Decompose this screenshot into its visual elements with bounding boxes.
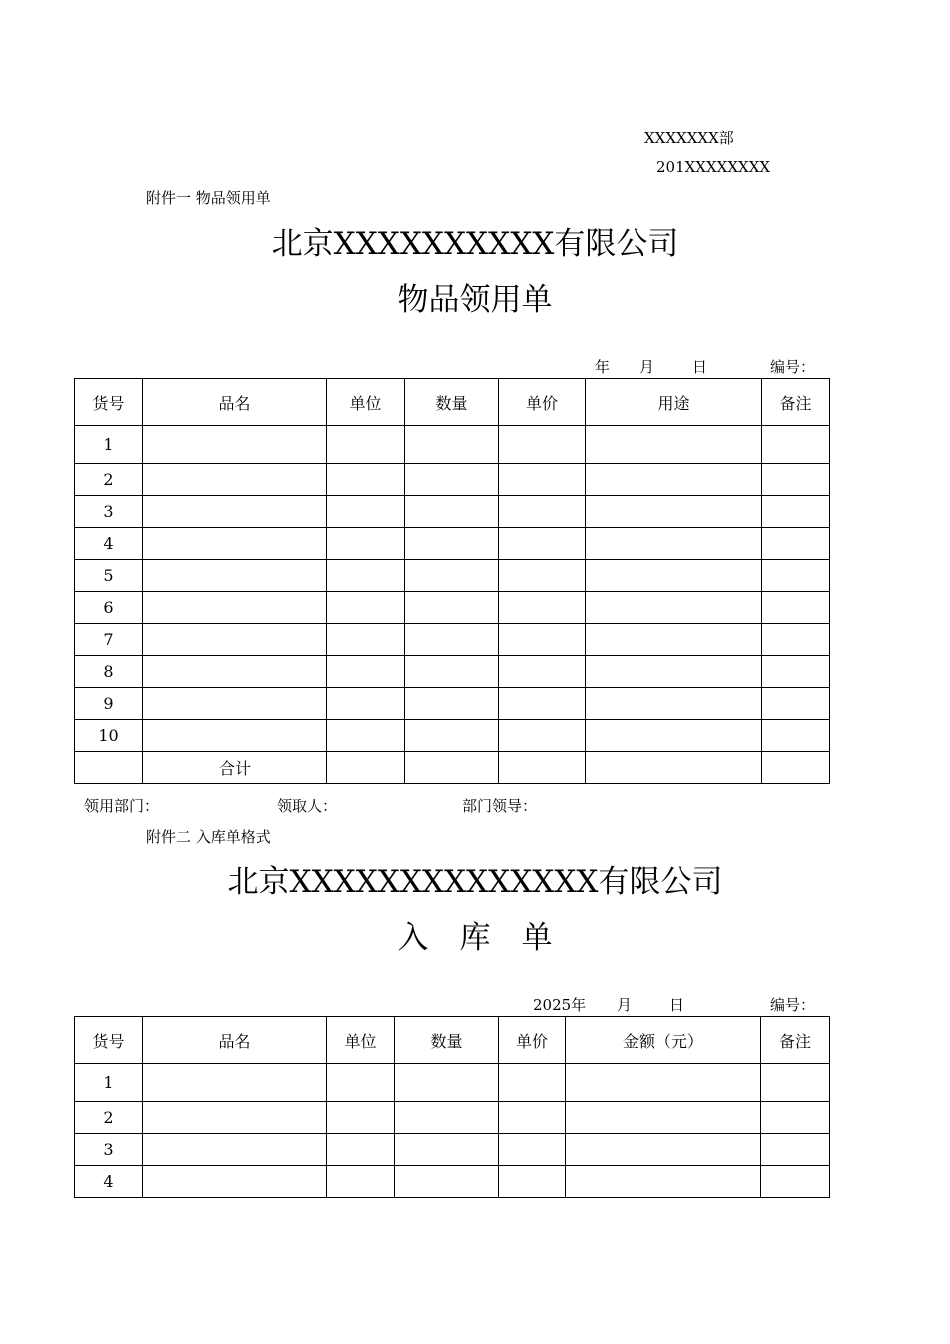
table-cell[interactable] <box>762 426 830 464</box>
table-cell[interactable] <box>143 464 327 496</box>
table-cell[interactable] <box>499 688 586 720</box>
item-number: 1 <box>75 426 143 464</box>
table-cell[interactable] <box>143 720 327 752</box>
table-cell[interactable] <box>405 688 499 720</box>
column-header: 金额（元） <box>566 1017 761 1064</box>
column-header: 数量 <box>405 379 499 426</box>
item-number: 4 <box>75 528 143 560</box>
table-cell[interactable] <box>586 720 762 752</box>
table-cell[interactable] <box>499 624 586 656</box>
requisition-table <box>74 378 830 784</box>
table-row <box>75 1134 830 1166</box>
column-header: 货号 <box>75 1017 143 1064</box>
table-cell[interactable] <box>586 656 762 688</box>
table-cell[interactable] <box>395 1166 499 1198</box>
attachment1-form-title: 物品领用单 <box>397 282 553 318</box>
table-cell[interactable] <box>327 1134 395 1166</box>
column-header: 备注 <box>761 1017 830 1064</box>
table-cell[interactable] <box>586 464 762 496</box>
table-cell[interactable] <box>327 752 405 784</box>
year-label: 2025年 <box>533 996 587 1014</box>
table-cell[interactable] <box>327 592 405 624</box>
table-cell[interactable] <box>586 426 762 464</box>
table-cell[interactable] <box>586 688 762 720</box>
year-label: 年 <box>595 358 611 376</box>
table-row <box>75 528 830 560</box>
table-cell[interactable] <box>499 496 586 528</box>
column-header: 单价 <box>499 1017 566 1064</box>
table-row <box>75 496 830 528</box>
table-cell[interactable] <box>405 496 499 528</box>
table-cell[interactable] <box>143 1166 327 1198</box>
table-cell[interactable] <box>762 592 830 624</box>
table-cell[interactable] <box>405 752 499 784</box>
table-cell[interactable] <box>761 1166 830 1198</box>
table-cell[interactable] <box>327 1102 395 1134</box>
day-label: 日 <box>692 358 708 376</box>
table-cell[interactable] <box>762 688 830 720</box>
table-cell[interactable] <box>405 624 499 656</box>
column-header: 单位 <box>327 379 405 426</box>
table-row <box>75 624 830 656</box>
table-cell[interactable] <box>327 528 405 560</box>
column-header: 品名 <box>143 379 327 426</box>
item-number: 4 <box>75 1166 143 1198</box>
table-row <box>75 464 830 496</box>
table-cell[interactable] <box>327 688 405 720</box>
table-cell[interactable] <box>327 656 405 688</box>
table-cell[interactable] <box>327 624 405 656</box>
item-number: 1 <box>75 1064 143 1102</box>
department-label: XXXXXXX部 <box>644 129 734 147</box>
table-cell[interactable] <box>499 720 586 752</box>
table-cell[interactable] <box>143 1134 327 1166</box>
attachment2-label: 附件二 入库单格式 <box>146 828 271 846</box>
day-label: 日 <box>669 996 685 1014</box>
item-number: 5 <box>75 560 143 592</box>
month-label: 月 <box>617 996 633 1014</box>
table-row <box>75 688 830 720</box>
table-row <box>75 560 830 592</box>
item-number: 3 <box>75 496 143 528</box>
table-cell[interactable] <box>499 560 586 592</box>
item-number: 10 <box>75 720 143 752</box>
column-header: 备注 <box>762 379 830 426</box>
table-cell[interactable] <box>761 1134 830 1166</box>
document-number: 201XXXXXXXX <box>656 158 771 176</box>
table-cell[interactable] <box>499 426 586 464</box>
table-cell[interactable] <box>327 1064 395 1102</box>
table-cell[interactable] <box>499 1134 566 1166</box>
table-cell[interactable] <box>499 464 586 496</box>
table-cell[interactable] <box>499 528 586 560</box>
table-cell[interactable] <box>762 528 830 560</box>
dept-leader-label: 部门领导： <box>462 797 538 815</box>
table-cell[interactable] <box>143 656 327 688</box>
table-cell[interactable] <box>762 624 830 656</box>
attachment2-form-title: 入 库 单 <box>397 920 553 956</box>
table-cell[interactable] <box>762 496 830 528</box>
table-cell[interactable] <box>405 528 499 560</box>
number-label: 编号： <box>770 358 816 376</box>
item-number: 2 <box>75 464 143 496</box>
table-cell[interactable] <box>143 1102 327 1134</box>
column-header: 单价 <box>499 379 586 426</box>
item-number: 3 <box>75 1134 143 1166</box>
warehouse-receipt-table <box>74 1016 830 1198</box>
table-cell[interactable] <box>761 1102 830 1134</box>
table-cell[interactable] <box>327 426 405 464</box>
table-header-row <box>75 379 830 426</box>
month-label: 月 <box>639 358 655 376</box>
table-cell[interactable] <box>586 528 762 560</box>
table-cell[interactable] <box>405 426 499 464</box>
table-cell[interactable] <box>405 560 499 592</box>
total-row <box>75 752 830 784</box>
table-cell[interactable] <box>586 496 762 528</box>
table-cell[interactable] <box>327 720 405 752</box>
table-cell[interactable] <box>499 1102 566 1134</box>
table-cell[interactable] <box>405 720 499 752</box>
item-number: 7 <box>75 624 143 656</box>
table-cell[interactable] <box>566 1134 761 1166</box>
table-cell[interactable] <box>499 592 586 624</box>
number-label: 编号： <box>770 996 816 1014</box>
table-cell[interactable] <box>499 656 586 688</box>
column-header: 数量 <box>395 1017 499 1064</box>
item-number: 8 <box>75 656 143 688</box>
table-row <box>75 720 830 752</box>
table-cell[interactable] <box>143 560 327 592</box>
table-cell[interactable] <box>143 624 327 656</box>
table-cell[interactable] <box>499 1064 566 1102</box>
column-header: 货号 <box>75 379 143 426</box>
table-cell[interactable] <box>762 752 830 784</box>
attachment2-company-title: 北京XXXXXXXXXXXXXX有限公司 <box>227 864 723 900</box>
column-header: 单位 <box>327 1017 395 1064</box>
table-cell[interactable] <box>143 426 327 464</box>
table-cell[interactable] <box>566 1102 761 1134</box>
table-cell[interactable] <box>405 592 499 624</box>
table-cell[interactable] <box>499 752 586 784</box>
table-cell[interactable] <box>405 656 499 688</box>
table-cell[interactable] <box>762 656 830 688</box>
table-cell[interactable] <box>143 688 327 720</box>
table-cell[interactable] <box>586 560 762 592</box>
attachment1-label: 附件一 物品领用单 <box>146 189 271 207</box>
table-cell[interactable] <box>762 464 830 496</box>
table-row <box>75 1102 830 1134</box>
item-number: 6 <box>75 592 143 624</box>
total-label: 合计 <box>143 752 327 784</box>
table-cell[interactable] <box>761 1064 830 1102</box>
table-cell[interactable] <box>586 592 762 624</box>
table-cell <box>75 752 143 784</box>
table-cell[interactable] <box>762 720 830 752</box>
table-cell[interactable] <box>143 592 327 624</box>
table-cell[interactable] <box>395 1102 499 1134</box>
table-cell[interactable] <box>395 1134 499 1166</box>
table-cell[interactable] <box>566 1166 761 1198</box>
table-cell[interactable] <box>405 464 499 496</box>
item-number: 2 <box>75 1102 143 1134</box>
table-cell[interactable] <box>327 496 405 528</box>
item-number: 9 <box>75 688 143 720</box>
table-cell[interactable] <box>762 560 830 592</box>
receiver-label: 领取人： <box>277 797 338 815</box>
table-row <box>75 1064 830 1102</box>
column-header: 品名 <box>143 1017 327 1064</box>
table-header-row <box>75 1017 830 1064</box>
table-row <box>75 592 830 624</box>
table-cell[interactable] <box>586 624 762 656</box>
table-cell[interactable] <box>327 1166 395 1198</box>
table-cell[interactable] <box>143 1064 327 1102</box>
table-row <box>75 426 830 464</box>
table-cell[interactable] <box>143 528 327 560</box>
table-cell[interactable] <box>566 1064 761 1102</box>
table-cell[interactable] <box>327 560 405 592</box>
attachment1-company-title: 北京XXXXXXXXXX有限公司 <box>271 226 679 262</box>
column-header: 用途 <box>586 379 762 426</box>
table-cell[interactable] <box>586 752 762 784</box>
table-row <box>75 1166 830 1198</box>
table-cell[interactable] <box>499 1166 566 1198</box>
table-cell[interactable] <box>395 1064 499 1102</box>
table-cell[interactable] <box>327 464 405 496</box>
requisition-dept-label: 领用部门： <box>84 797 160 815</box>
table-cell[interactable] <box>143 496 327 528</box>
table-row <box>75 656 830 688</box>
